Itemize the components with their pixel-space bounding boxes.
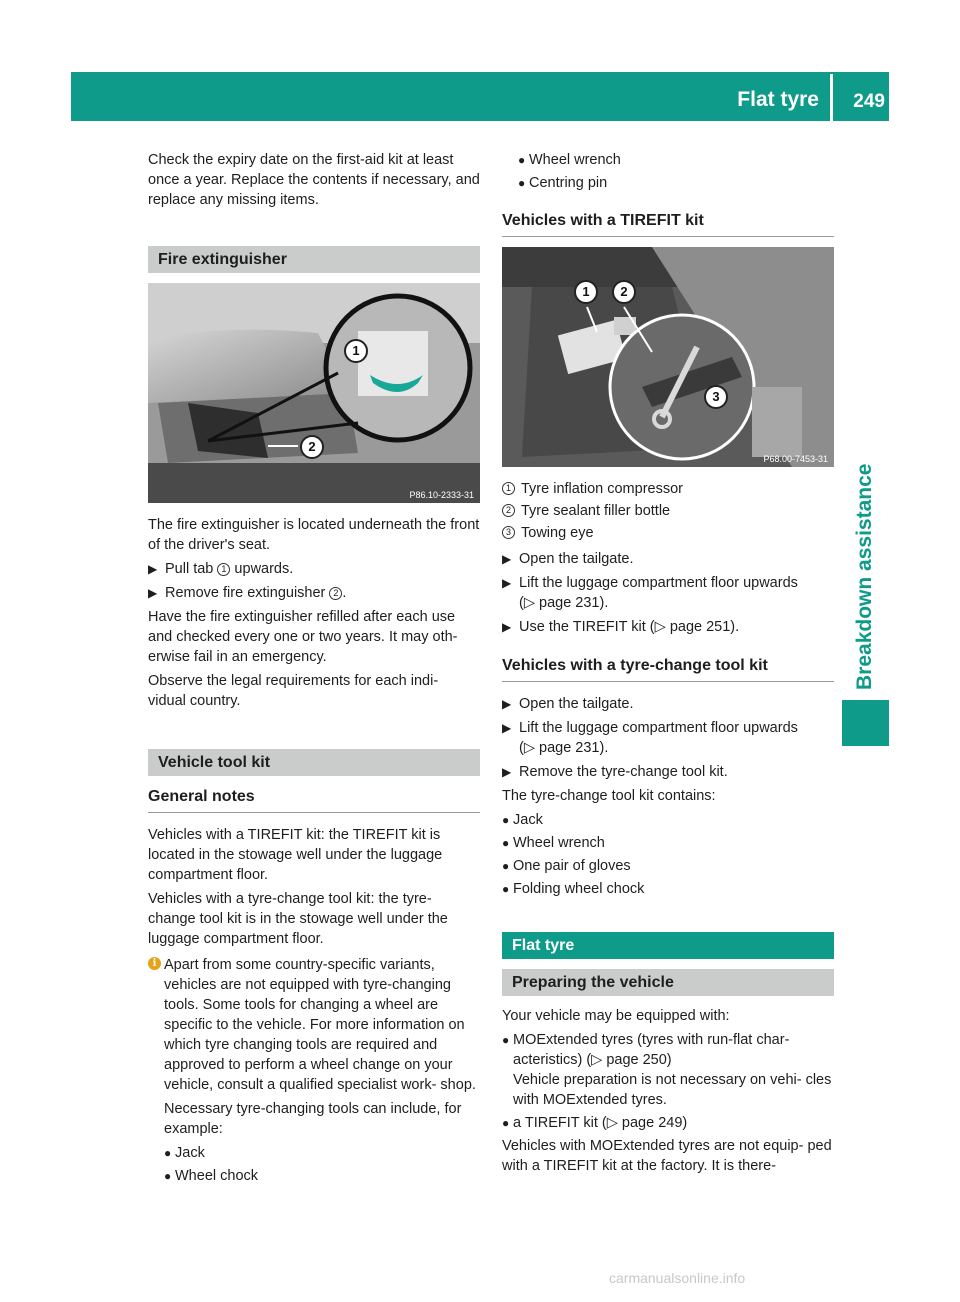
fire-extinguisher-heading: Fire extinguisher [148,246,480,273]
step-text: Lift the luggage compartment floor upwards [519,575,798,591]
chapter-title: Flat tyre [737,88,819,111]
right-column [502,150,834,1180]
legend-number: 1 [502,482,515,495]
tirefit-photo [502,247,834,467]
list-item-subtext: Vehicle preparation is not necessary on vehi- cles with MOExtended tyres. [513,1072,832,1108]
image-code: P86.10-2333-31 [409,490,474,500]
callout-marker-1: 1 [344,339,368,363]
list-item [518,173,834,193]
seat-illustration [148,283,480,503]
step-arrow-icon: ▶ [502,697,512,711]
list-item-text: One pair of gloves [513,858,631,874]
watermark: carmanualsonline.info [609,1270,746,1286]
header-separator [830,74,833,121]
general-notes-heading: General notes [148,786,480,813]
list-item [164,1143,480,1163]
list-item-text: Folding wheel chock [513,881,645,897]
callout-marker-2: 2 [300,435,324,459]
step-arrow-icon: ▶ [502,721,512,735]
vehicle-tool-kit-heading: Vehicle tool kit [148,749,480,776]
page-number: 249 [853,91,885,112]
list-item-text: Centring pin [529,175,608,191]
page-reference-link[interactable]: (▷ page 231). [519,595,609,611]
step-use-tirefit [502,617,834,637]
step-remove-extinguisher [148,583,480,603]
step-arrow-icon: ▶ [148,562,158,576]
step-arrow-icon: ▶ [148,586,158,600]
step-open-tailgate [502,694,834,714]
bullet-icon: ● [502,836,510,850]
bullet-icon: ● [502,882,510,896]
legend-label: Tyre inflation compressor [521,481,683,497]
side-tab[interactable] [842,440,889,690]
step-text: Pull tab [165,561,218,577]
step-remove-kit [502,762,834,782]
step-open-tailgate [502,549,834,569]
tirefit-location: Vehicles with a TIREFIT kit: the TIREFIT kit is located in the stowage well under the luggage compartment floor. [148,827,443,883]
list-item-text: MOExtended tyres (tyres with run-flat char- acteristics) (▷ page 250) [513,1032,790,1068]
step-pull-tab [148,559,480,579]
step-text: Lift the luggage compartment floor upwards [519,720,798,736]
moextended-note: Vehicles with MOExtended tyres are not equip- ped with a TIREFIT kit at the factory. It is there- [502,1138,832,1174]
ref-number: 1 [217,563,230,576]
bullet-icon: ● [164,1169,172,1183]
list-item-text: Wheel wrench [529,152,621,168]
step-arrow-icon: ▶ [502,765,512,779]
list-item-text: Wheel wrench [513,835,605,851]
callout-marker-2: 2 [612,280,636,304]
info-text-tools: Necessary tyre-changing tools can include, for example: [164,1101,462,1137]
info-icon: i [148,957,161,970]
bullet-icon: ● [518,176,526,190]
fire-extinguisher-photo [148,283,480,503]
tyre-change-heading: Vehicles with a tyre-change tool kit [502,655,834,682]
step-text: upwards. [230,561,294,577]
list-item-text: Jack [513,812,543,828]
preparing-vehicle-heading: Preparing the vehicle [502,969,834,996]
step-lift-floor [502,718,834,758]
step-arrow-icon: ▶ [502,576,512,590]
kit-contents-intro: The tyre-change tool kit contains: [502,788,716,804]
side-tab-marker [842,700,889,746]
ref-number: 2 [329,587,342,600]
legend-label: Tyre sealant filler bottle [521,503,671,519]
page-reference-link[interactable]: (▷ page 231). [519,740,609,756]
bullet-icon: ● [518,153,526,167]
callout-marker-1: 1 [574,280,598,304]
list-item [502,1113,834,1133]
step-arrow-icon: ▶ [502,552,512,566]
list-item [502,856,834,876]
luggage-compartment-illustration [502,247,834,467]
image-code: P68.00-7453-31 [763,454,828,464]
step-text: Remove the tyre-change tool kit. [519,764,728,780]
bullet-icon: ● [164,1146,172,1160]
list-item-text: Wheel chock [175,1168,259,1184]
flat-tyre-heading: Flat tyre [502,932,834,959]
info-text: Apart from some country-specific variants, vehicles are not equipped with tyre-changing tools. Some tools for changing a wheel are specific to the vehicle. For more information on which tyre changing tools are required and approved to perform a wheel change on your vehicle, consult a qualified specialist work- shop. [164,957,476,1093]
callout-marker-3: 3 [704,385,728,409]
step-arrow-icon: ▶ [502,620,512,634]
legend-item [502,501,834,521]
list-item [502,879,834,899]
list-item-text: a TIREFIT kit (▷ page 249) [513,1115,688,1131]
step-text: Remove fire extinguisher [165,585,330,601]
list-item [502,833,834,853]
legend-item [502,479,834,499]
side-tab-label: Breakdown assistance [853,463,876,690]
legal-notice: Observe the legal requirements for each indi- vidual country. [148,673,439,709]
bullet-icon: ● [502,813,510,827]
legend-number: 3 [502,526,515,539]
legend-item [502,523,834,543]
fire-extinguisher-location: The fire extinguisher is located underneath the front of the driver's seat. [148,517,480,553]
step-text: Use the TIREFIT kit (▷ page 251). [519,619,740,635]
list-item [502,1030,834,1110]
refill-notice: Have the fire extinguisher refilled after each use and checked every one or two years. It may oth- erwise fail in an emergency. [148,609,458,665]
list-item [502,810,834,830]
left-column [148,150,480,1189]
step-lift-floor [502,573,834,613]
page-header-bar [71,72,889,121]
step-text: Open the tailgate. [519,696,634,712]
first-aid-intro: Check the expiry date on the first-aid kit at least once a year. Replace the contents if necessary, and replace any missing items. [148,152,480,208]
bullet-icon: ● [502,1116,510,1130]
bullet-icon: ● [502,1033,510,1047]
step-text: . [342,585,347,601]
list-item [518,150,834,170]
bullet-icon: ● [502,859,510,873]
legend-label: Towing eye [521,525,594,541]
legend-number: 2 [502,504,515,517]
tyre-change-location: Vehicles with a tyre-change tool kit: the tyre- change tool kit is in the stowage well under the luggage compartment floor. [148,891,448,947]
tirefit-heading: Vehicles with a TIREFIT kit [502,210,834,237]
list-item [164,1166,480,1186]
list-item-text: Jack [175,1145,205,1161]
equipment-intro: Your vehicle may be equipped with: [502,1008,730,1024]
step-text: Open the tailgate. [519,551,634,567]
info-note [148,955,480,1186]
